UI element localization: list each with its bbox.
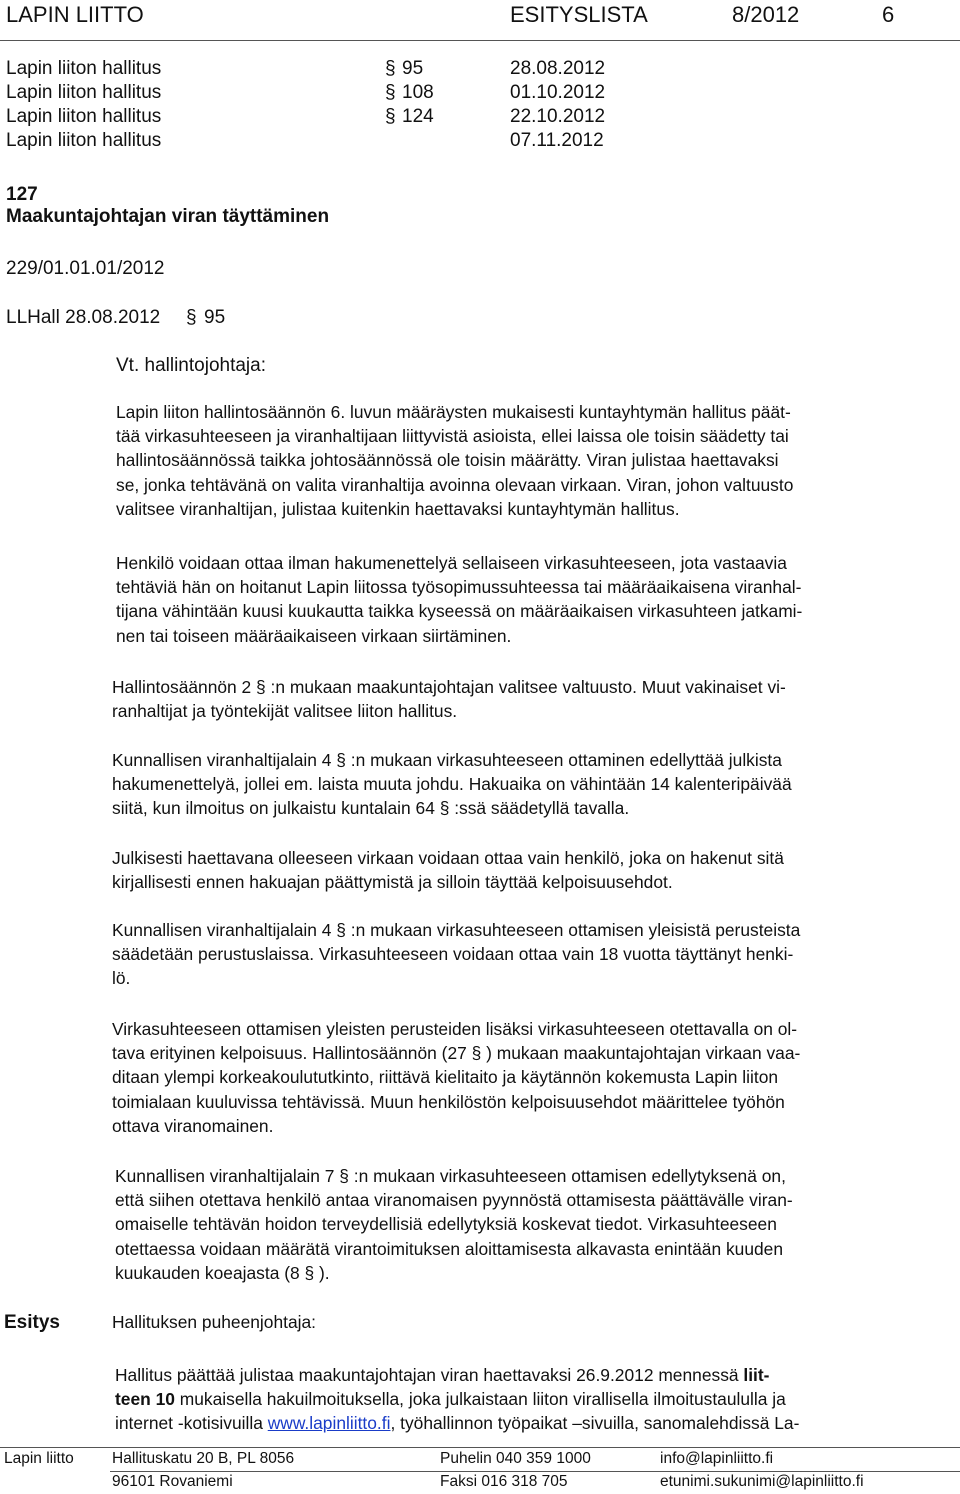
text-line: Julkisesti haettavana olleeseen virkaan voidaan ottaa vain henkilö, joka on hakenut sitä	[112, 848, 784, 868]
reference-date: 28.08.2012	[510, 58, 606, 79]
text-line: säädetään perustuslaissa. Virkasuhteeseen voidaan ottaa vain 18 vuotta täyttänyt henki-	[112, 944, 794, 965]
meeting-reference: LLHall 28.08.2012	[6, 307, 161, 328]
footer-address: Hallituskatu 20 B, PL 8056	[112, 1450, 295, 1467]
body-paragraph	[116, 400, 793, 521]
text-line: nen tai toiseen määräaikaiseen virkaan siirtäminen.	[116, 625, 512, 646]
section-sign: §	[385, 106, 396, 127]
text-line: otettaessa voidaan määrätä virantoimituksen aloittamisesta alkavasta enintään kuuden	[115, 1238, 784, 1259]
body-paragraph	[112, 918, 800, 991]
footer-fax: Faksi 016 318 705	[440, 1473, 568, 1490]
text-span: , työhallinnon työpaikat –sivuilla, sanomalehdissä La-	[390, 1413, 800, 1434]
reference-body: Lapin liiton hallitus	[6, 130, 162, 151]
section-title: Maakuntajohtajan viran täyttäminen	[6, 206, 330, 227]
text-line: Kunnallisen viranhaltijalain 4 § :n mukaan virkasuhteeseen ottamisen yleisistä perusteista	[112, 920, 801, 940]
body-paragraph	[115, 1164, 793, 1285]
proposal-text	[115, 1363, 799, 1436]
footer-email-format: etunimi.sukunimi@lapinliitto.fi	[660, 1473, 864, 1490]
footer-postal: 96101 Rovaniemi	[112, 1473, 233, 1490]
header-doc-type: ESITYSLISTA	[510, 2, 648, 27]
text-line: omaiselle tehtävän hoidon terveydellisiä edellytyksiä koskevat tiedot. Virkasuhteeseen	[115, 1214, 777, 1235]
text-line: ottava viranomainen.	[112, 1115, 274, 1136]
website-link[interactable]: www.lapinliitto.fi	[267, 1413, 391, 1434]
text-line: tava erityinen kelpoisuus. Hallintosäännön (27 § ) mukaan maakuntajohtajan virkaan vaa-	[112, 1043, 801, 1064]
footer-divider	[0, 1447, 960, 1448]
text-line: kirjallisesti ennen hakuajan päättymistä ja silloin täyttää kelpoisuusehdot.	[112, 872, 673, 893]
section-number: 127	[6, 184, 38, 205]
section-sign: §	[385, 58, 396, 79]
text-line: toimialaan kuuluvissa tehtävissä. Muun henkilöstön kelpoisuusehdot määrittelee työhön	[112, 1091, 785, 1112]
reference-number: 124	[402, 106, 434, 127]
text-line: ranhaltijat ja työntekijät valitsee liiton hallitus.	[112, 701, 458, 722]
header-issue: 8/2012	[732, 2, 800, 27]
text-line: valitsee viranhaltijan, julistaa kuitenkin haettavaksi kuntayhtymän hallitus.	[116, 498, 680, 519]
text-line: Kunnallisen viranhaltijalain 4 § :n mukaan virkasuhteeseen ottaminen edellyttää julkista	[112, 750, 782, 770]
text-line: hallintosäännössä taikka johtosäännössä ole toisin määrätty. Viran julistaa haettavaksi	[116, 450, 779, 471]
text-line: kuukauden koeajasta (8 § ).	[115, 1262, 330, 1283]
bold-text: teen 10	[115, 1389, 175, 1410]
text-line: se, jonka tehtävänä on valita viranhaltija avoinna olevaan virkaan. Viran, johon valtuusto	[116, 474, 794, 495]
text-line: ditaan ylempi korkeakoulututkinto, riittävä kielitaito ja käytännön kokemusta Lapin liiton	[112, 1067, 779, 1088]
text-line	[115, 1387, 799, 1411]
text-line: tijana vähintään kuusi kuukautta taikka kyseessä on määräaikaisen virkasuhteen jatkami-	[116, 601, 803, 622]
text-line: siitä, kun ilmoitus on julkaistu kuntalain 64 § :ssä säädetyllä tavalla.	[112, 798, 630, 819]
text-line: Virkasuhteeseen ottamisen yleisten perusteiden lisäksi virkasuhteeseen otettavalla on ol-	[112, 1019, 798, 1039]
body-paragraph	[112, 748, 792, 821]
footer-phone: Puhelin 040 359 1000	[440, 1450, 591, 1467]
reference-date: 01.10.2012	[510, 82, 606, 103]
text-span: Hallitus päättää julistaa maakuntajohtajan viran haettavaksi 26.9.2012 mennessä	[115, 1365, 744, 1385]
footer-divider-inner	[110, 1471, 960, 1472]
text-line: Kunnallisen viranhaltijalain 7 § :n mukaan virkasuhteeseen ottamisen edellytyksenä on,	[115, 1166, 786, 1186]
text-span: mukaisella hakuilmoituksella, joka julkaistaan liiton virallisella ilmoitustaululla ja	[174, 1389, 786, 1410]
text-line: tehtäviä hän on hoitanut Lapin liitossa työsopimussuhteessa tai määräaikaisena viranhal-	[116, 577, 802, 598]
header-page-number: 6	[882, 2, 895, 27]
body-paragraph	[116, 551, 802, 648]
text-line: tää virkasuhteeseen ja viranhaltijaan liittyvistä asioista, ellei laissa ole toisin säädetty tai	[116, 426, 789, 447]
text-line: Hallintosäännön 2 § :n mukaan maakuntajohtajan valitsee valtuusto. Muut vakinaiset vi-	[112, 677, 786, 697]
body-paragraph	[112, 846, 784, 894]
proposal-label: Esitys	[4, 1312, 60, 1333]
text-line	[115, 1363, 799, 1387]
reference-number: 95	[402, 58, 424, 79]
preparer-label: Vt. hallintojohtaja:	[116, 355, 266, 376]
text-line: hakumenettelyä, jollei em. laista muuta johdu. Hakuaika on vähintään 14 kalenteripäivää	[112, 774, 792, 795]
header-divider	[0, 40, 960, 41]
reference-body: Lapin liiton hallitus	[6, 106, 162, 127]
bold-text: liit-	[743, 1365, 770, 1385]
text-line: lö.	[112, 968, 131, 989]
header-org: LAPIN LIITTO	[6, 2, 144, 27]
reference-date: 07.11.2012	[510, 130, 604, 151]
proposal-presenter: Hallituksen puheenjohtaja:	[112, 1312, 317, 1332]
meeting-section-number: 95	[204, 307, 226, 328]
body-paragraph	[112, 675, 786, 723]
text-line: että siihen otettava henkilö antaa viranomaisen pyynnöstä ottamisesta päättävälle viran-	[115, 1190, 793, 1211]
reference-number: 108	[402, 82, 434, 103]
reference-body: Lapin liiton hallitus	[6, 58, 162, 79]
footer-org: Lapin liitto	[4, 1450, 74, 1467]
file-code: 229/01.01.01/2012	[6, 258, 165, 279]
text-line	[115, 1411, 799, 1435]
reference-date: 22.10.2012	[510, 106, 606, 127]
reference-body: Lapin liiton hallitus	[6, 82, 162, 103]
section-sign: §	[186, 307, 197, 328]
text-span: internet -kotisivuilla	[115, 1413, 268, 1434]
section-sign: §	[385, 82, 396, 103]
body-paragraph	[112, 1017, 800, 1138]
text-line: Lapin liiton hallintosäännön 6. luvun määräysten mukaisesti kuntayhtymän hallitus päät-	[116, 402, 791, 422]
footer-email: info@lapinliitto.fi	[660, 1450, 774, 1467]
text-line: Henkilö voidaan ottaa ilman hakumenettelyä sellaiseen virkasuhteeseen, jota vastaavia	[116, 553, 787, 573]
